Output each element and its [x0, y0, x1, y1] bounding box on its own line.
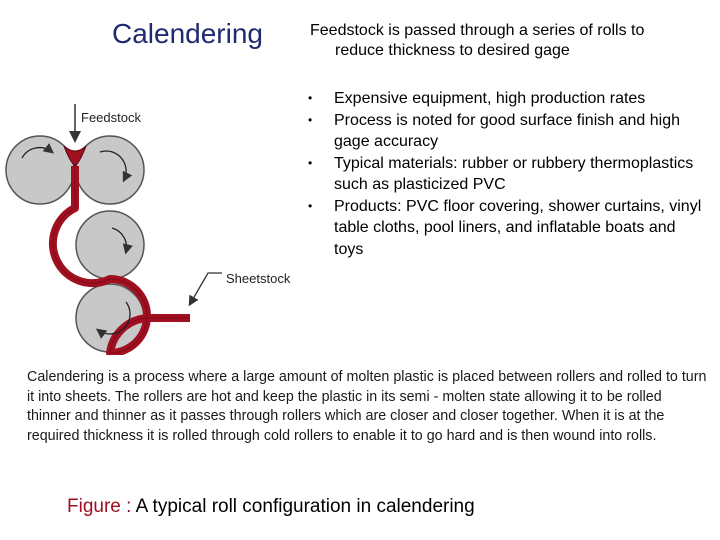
feed-label: Feedstock: [81, 110, 141, 125]
intro-text: [310, 21, 705, 61]
bullet-dot: •: [308, 91, 313, 105]
bullet-list: [308, 88, 708, 260]
sheet-label: Sheetstock: [226, 271, 291, 286]
roll-middle: [76, 211, 144, 279]
sheet-arrow-icon: [190, 273, 222, 304]
bullet-dot: •: [308, 198, 313, 213]
bullet-item: • Process is noted for good surface finish and high gage accuracy: [308, 111, 680, 150]
bullet-item: • Expensive equipment, high production rates: [308, 88, 708, 110]
description-paragraph: Calendering is a process where a large amount of molten plastic is placed between rollers and rolled to turn it into sheets. The rollers are hot and keep the plastic in its semi - molten state allowing it to be rolled thinner and thinner as it passes through rollers which are closer and closer together. When it is at the required thickness it is rolled through cold rollers to enable it to go hard and is then wound into rolls.: [27, 369, 707, 444]
bullet-dot: •: [308, 112, 313, 127]
caption-text: A typical roll configuration in calendering: [135, 496, 475, 517]
page-title: Calendering: [112, 18, 263, 49]
figure-caption: [67, 496, 475, 518]
bullet-dot: •: [308, 155, 313, 170]
calendering-diagram: [0, 90, 300, 355]
bullet-item: • Products: PVC floor covering, shower curtains, vinyl table cloths, pool liners, and inflatable boats and toys: [308, 197, 702, 258]
intro-line-1: Feedstock is passed through a series of rolls to: [310, 22, 645, 39]
intro-line-2: reduce thickness to desired gage: [335, 42, 570, 59]
caption-prefix: Figure :: [67, 496, 132, 517]
bullet-item: • Typical materials: rubber or rubbery thermoplastics such as plasticized PVC: [308, 154, 694, 193]
